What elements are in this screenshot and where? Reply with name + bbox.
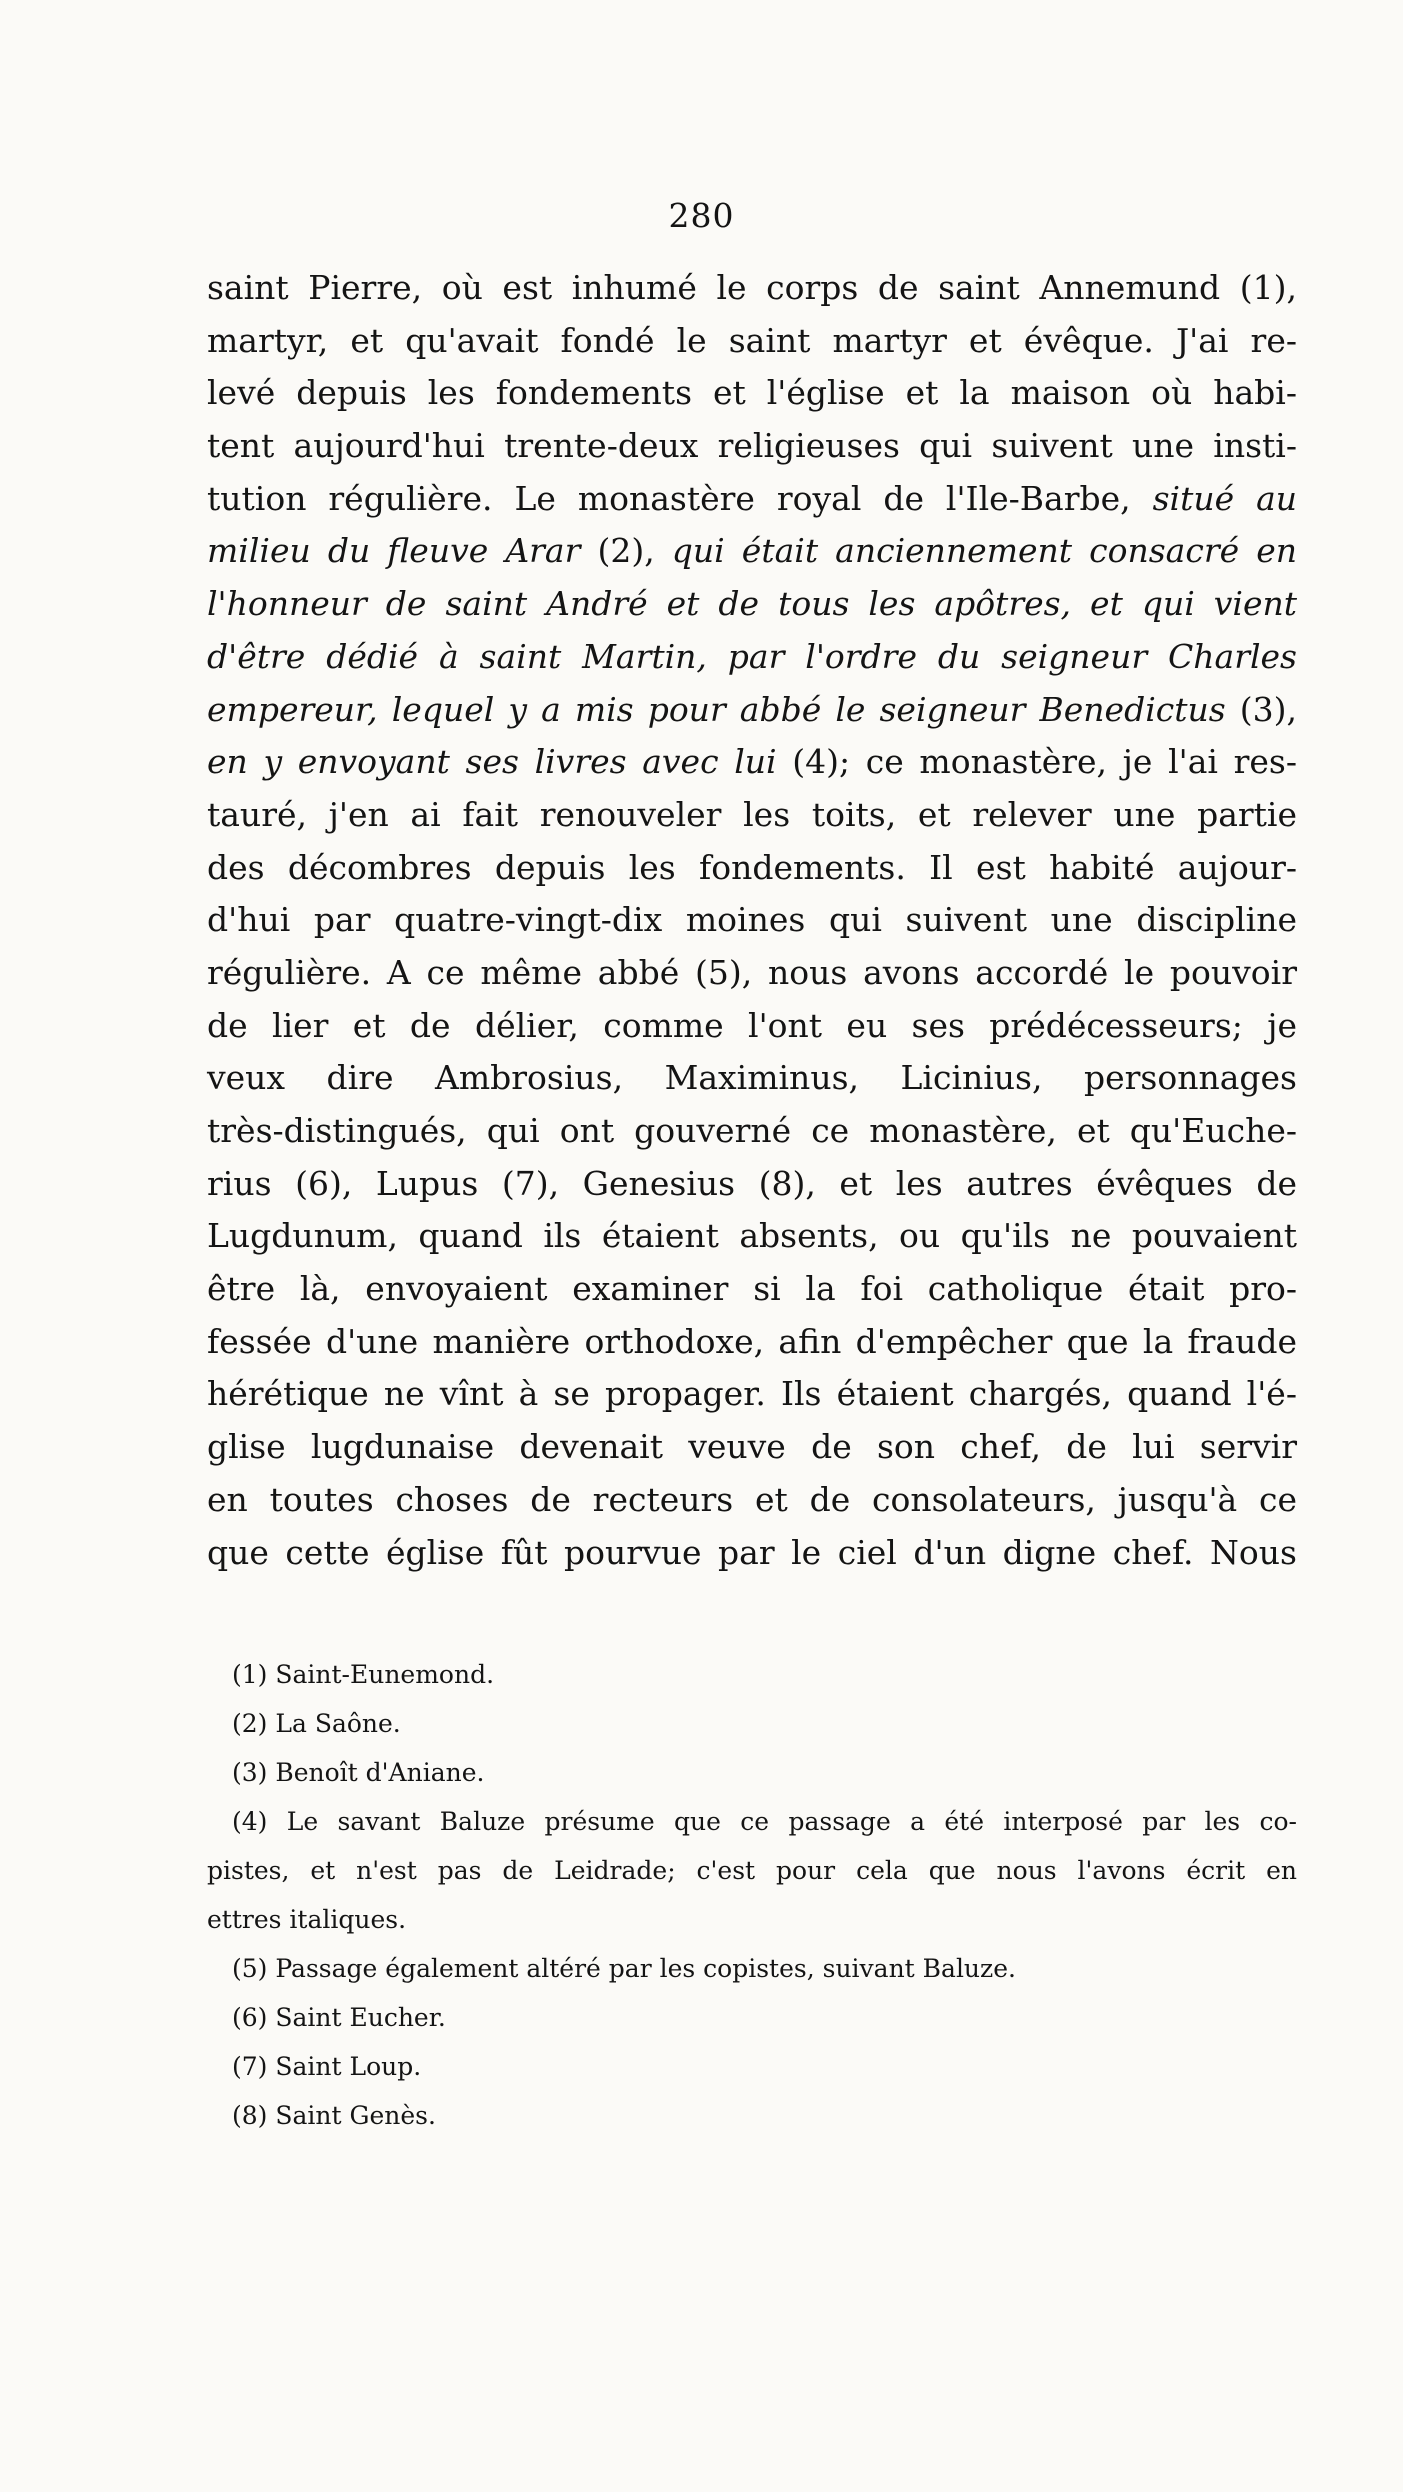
italic-text-segment: empereur, lequel y a mis pour abbé le seigneur Benedictus bbox=[207, 689, 1240, 729]
text-line bbox=[207, 1105, 1297, 1158]
text-segment: régulière. A ce même abbé (5), nous avons accordé le pouvoir bbox=[207, 952, 1297, 992]
text-line bbox=[207, 578, 1297, 631]
footnote-line: pistes, et n'est pas de Leidrade; c'est pour cela que nous l'avons écrit en bbox=[207, 1856, 1297, 1885]
footnote-line: (8) Saint Genès. bbox=[232, 2101, 436, 2130]
page-number: 280 bbox=[668, 196, 735, 235]
text-segment: tauré, j'en ai fait renouveler les toits, et relever une partie bbox=[207, 794, 1297, 834]
footnote-line: (2) La Saône. bbox=[232, 1709, 401, 1738]
footnote-line: (3) Benoît d'Aniane. bbox=[232, 1758, 485, 1787]
text-line bbox=[207, 947, 1297, 1000]
text-segment: fessée d'une manière orthodoxe, afin d'empêcher que la fraude bbox=[207, 1321, 1297, 1361]
text-segment: hérétique ne vînt à se propager. Ils étaient chargés, quand l'é- bbox=[207, 1374, 1297, 1414]
italic-text-segment: qui était anciennement consacré en bbox=[671, 531, 1297, 571]
text-line bbox=[207, 315, 1297, 368]
text-line bbox=[207, 631, 1297, 684]
text-line bbox=[207, 1316, 1297, 1369]
text-line bbox=[207, 1263, 1297, 1316]
text-line bbox=[207, 1158, 1297, 1211]
footnote-line: (7) Saint Loup. bbox=[232, 2052, 422, 2081]
text-line bbox=[207, 1368, 1297, 1421]
text-segment: tution régulière. Le monastère royal de l'Ile-Barbe, bbox=[207, 478, 1153, 518]
text-segment: (3), bbox=[1239, 689, 1297, 729]
text-line bbox=[207, 525, 1297, 578]
text-line bbox=[207, 1052, 1297, 1105]
text-segment: saint Pierre, où est inhumé le corps de saint Annemund (1), bbox=[207, 268, 1297, 307]
text-segment: des décombres depuis les fondements. Il est habité aujour- bbox=[207, 847, 1297, 887]
text-line bbox=[207, 1474, 1297, 1527]
footnotes bbox=[207, 1650, 1297, 2140]
footnote-line: ettres italiques. bbox=[207, 1905, 407, 1934]
text-segment: Lugdunum, quand ils étaient absents, ou qu'ils ne pouvaient bbox=[207, 1216, 1297, 1256]
footnote-line: (5) Passage également altéré par les copistes, suivant Baluze. bbox=[232, 1954, 1016, 1983]
main-text bbox=[207, 262, 1297, 1579]
text-segment: (2), bbox=[597, 531, 672, 571]
footnote-line: (6) Saint Eucher. bbox=[232, 2003, 446, 2032]
text-segment: glise lugdunaise devenait veuve de son chef, de lui servir bbox=[207, 1427, 1297, 1467]
text-line bbox=[207, 420, 1297, 473]
text-line bbox=[207, 684, 1297, 737]
text-segment: veux dire Ambrosius, Maximinus, Licinius, personnages bbox=[207, 1058, 1297, 1098]
text-segment: d'hui par quatre-vingt-dix moines qui suivent une discipline bbox=[207, 900, 1297, 940]
italic-text-segment: situé au bbox=[1152, 478, 1297, 518]
text-line bbox=[207, 367, 1297, 420]
text-segment: (4); ce monastère, je l'ai res- bbox=[792, 742, 1298, 782]
text-segment: rius (6), Lupus (7), Genesius (8), et les autres évêques de bbox=[207, 1163, 1297, 1203]
text-line bbox=[207, 1421, 1297, 1474]
text-line bbox=[207, 1210, 1297, 1263]
text-line bbox=[207, 1000, 1297, 1053]
footnote-line: (4) Le savant Baluze présume que ce passage a été interposé par les co- bbox=[232, 1807, 1297, 1836]
text-segment: être là, envoyaient examiner si la foi catholique était pro- bbox=[207, 1269, 1297, 1309]
text-segment: de lier et de délier, comme l'ont eu ses prédécesseurs; je bbox=[207, 1005, 1297, 1045]
italic-text-segment: milieu du fleuve Arar bbox=[207, 531, 598, 571]
text-segment: tent aujourd'hui trente-deux religieuses qui suivent une insti- bbox=[207, 426, 1297, 466]
footnote-line: (1) Saint-Eunemond. bbox=[232, 1660, 495, 1689]
italic-text-segment: d'être dédié à saint Martin, par l'ordre du seigneur Charles bbox=[207, 636, 1297, 676]
text-line bbox=[207, 894, 1297, 947]
text-line bbox=[207, 789, 1297, 842]
text-line bbox=[207, 473, 1297, 526]
text-segment: très-distingués, qui ont gouverné ce monastère, et qu'Euche- bbox=[207, 1111, 1297, 1150]
text-line bbox=[207, 842, 1297, 895]
text-segment: en toutes choses de recteurs et de consolateurs, jusqu'à ce bbox=[207, 1479, 1297, 1519]
text-segment: que cette église fût pourvue par le ciel d'un digne chef. Nous bbox=[207, 1532, 1297, 1572]
italic-text-segment: en y envoyant ses livres avec lui bbox=[207, 742, 793, 782]
text-segment: levé depuis les fondements et l'église et la maison où habi- bbox=[207, 373, 1297, 413]
text-line bbox=[207, 262, 1297, 315]
text-segment: martyr, et qu'avait fondé le saint martyr et évêque. J'ai re- bbox=[207, 320, 1297, 360]
italic-text-segment: l'honneur de saint André et de tous les apôtres, et qui vient bbox=[207, 584, 1297, 624]
text-line bbox=[207, 1527, 1297, 1580]
text-line bbox=[207, 736, 1297, 789]
